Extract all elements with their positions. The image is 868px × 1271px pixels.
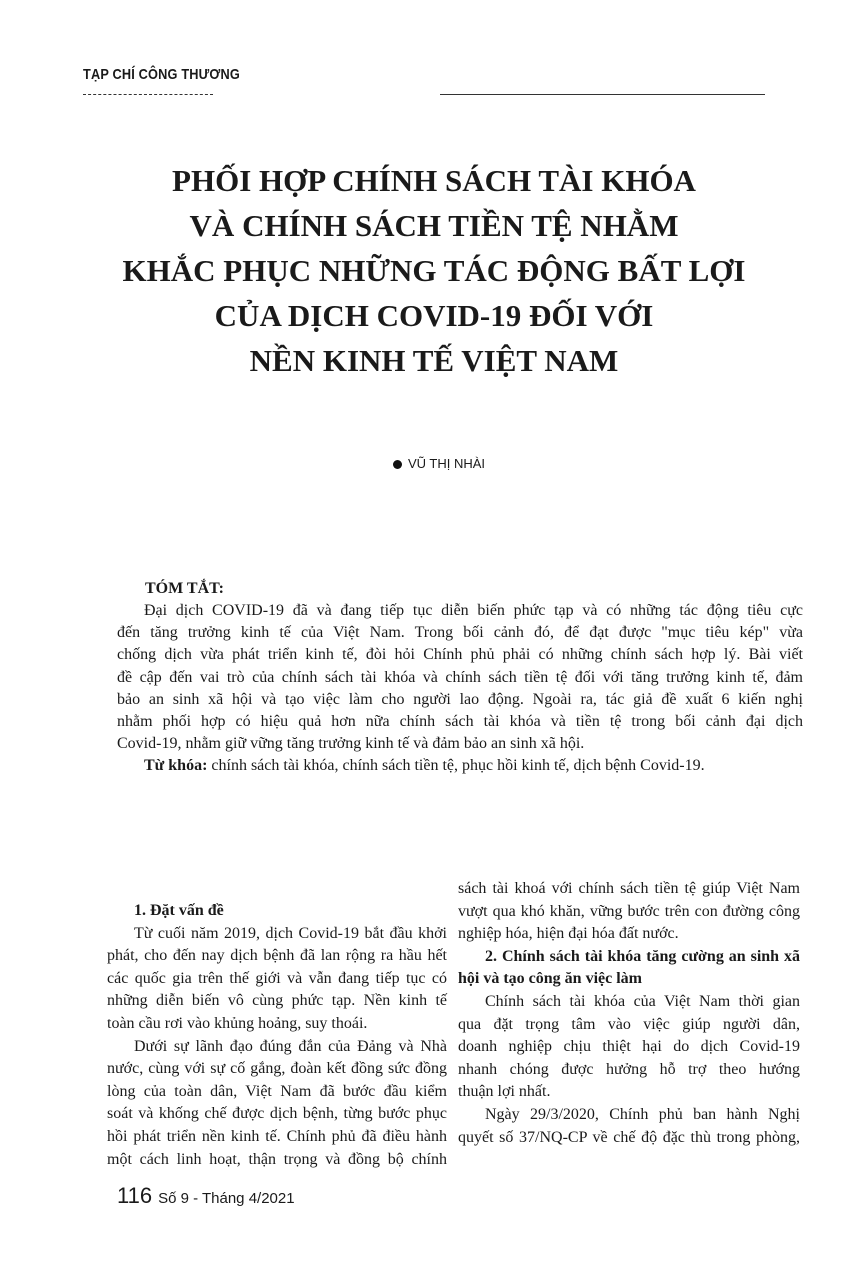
body-line: Dưới sự lãnh đạo đúng đắn của Đảng và Nhà	[134, 1037, 447, 1055]
body-line: vượt qua khó khăn, vững bước trên con đường công	[458, 902, 800, 920]
abstract-line: Covid-19, nhằm giữ vững tăng trưởng kinh tế và đảm bảo an sinh xã hội.	[117, 735, 585, 753]
title-line: NỀN KINH TẾ VIỆT NAM	[249, 343, 619, 378]
body-line: nhanh chóng được hưởng hỗ trợ theo hướng	[458, 1060, 800, 1078]
abstract-heading: TÓM TẮT:	[145, 580, 224, 597]
body-line: hồi phát triển nền kinh tế. Chính phủ đã điều hành	[107, 1127, 447, 1145]
title-line: KHẮC PHỤC NHỮNG TÁC ĐỘNG BẤT LỢI	[122, 253, 746, 288]
body-line: lòng của toàn dân, Việt Nam đã bước đầu kiểm	[107, 1082, 447, 1100]
right-column	[458, 878, 800, 1149]
keywords	[117, 755, 803, 777]
body-line: soát và khống chế được dịch bệnh, từng bước phục	[107, 1105, 447, 1123]
journal-name: TẠP CHÍ CÔNG THƯƠNG	[83, 66, 240, 83]
body-line: Chính sách tài khóa của Việt Nam thời gian	[485, 992, 800, 1010]
body-line: nước, cùng với sự cố gắng, đoàn kết đồng sức đồng	[107, 1060, 447, 1078]
abstract-line: đến tăng trưởng kinh tế của Việt Nam. Trong bối cảnh đó, để đạt được "mục tiêu kép" vừa	[117, 624, 803, 642]
body-line: quyết số 37/NQ-CP về chế độ đặc thù trong phòng,	[458, 1128, 800, 1146]
abstract-line: đề cập đến vai trò của chính sách tài khóa và chính sách tiền tệ đối với tăng trưởng kinh tế, đảm	[117, 668, 803, 686]
page-footer	[117, 1183, 295, 1209]
abstract-line: bảo an sinh xã hội và tạo việc làm cho người lao động. Ngoài ra, tác giả đề xuất 6 kiến nghị	[117, 690, 803, 708]
section-heading: hội và tạo công ăn việc làm	[458, 970, 642, 988]
body-line: các quốc gia trên thế giới và vẫn đang tiếp tục có	[107, 969, 447, 987]
abstract-line: Đại dịch COVID-19 đã và đang tiếp tục diễn biến phức tạp và có những tác động tiêu cực	[144, 602, 803, 619]
header-rule-right	[440, 94, 765, 95]
body-line: phát, cho đến nay dịch bệnh đã lan rộng ra hầu hết	[107, 947, 447, 965]
body-line: toàn cầu rơi vào khủng hoảng, suy thoái.	[107, 1014, 368, 1032]
author-name: VŨ THỊ NHÀI	[408, 456, 486, 471]
body-line: những diễn biến vô cùng phức tạp. Nền kinh tế	[107, 992, 447, 1010]
left-column	[107, 900, 447, 1171]
article-title	[0, 158, 868, 383]
title-line: PHỐI HỢP CHÍNH SÁCH TÀI KHÓA	[172, 163, 696, 198]
body-line: doanh nghiệp chịu thiệt hại do dịch Covid-19	[458, 1038, 800, 1056]
section-heading: 2. Chính sách tài khóa tăng cường an sinh xã	[485, 947, 800, 965]
body-line: một cách linh hoạt, thận trọng và đồng bộ chính	[107, 1150, 447, 1168]
header-rule-left	[83, 94, 213, 95]
body-line: Từ cuối năm 2019, dịch Covid-19 bắt đầu khởi	[134, 924, 447, 942]
keywords-text: chính sách tài khóa, chính sách tiền tệ, phục hồi kinh tế, dịch bệnh Covid-19.	[207, 757, 705, 775]
body-line: sách tài khoá với chính sách tiền tệ giúp Việt Nam	[458, 880, 800, 897]
body-line: Ngày 29/3/2020, Chính phủ ban hành Nghị	[485, 1105, 800, 1123]
abstract-line: chống dịch vừa phát triển kinh tế, đòi hỏi Chính phủ phải có những chính sách hợp lý. Bài viết	[117, 646, 803, 664]
author	[393, 456, 485, 471]
body-line: nghiệp hóa, hiện đại hóa đất nước.	[458, 925, 679, 943]
issue-info: Số 9 - Tháng 4/2021	[158, 1190, 295, 1207]
bullet-icon	[393, 460, 402, 469]
title-line: VÀ CHÍNH SÁCH TIỀN TỆ NHẰM	[189, 208, 679, 243]
abstract	[117, 600, 803, 778]
body-line: thuận lợi nhất.	[458, 1083, 551, 1101]
keywords-label: Từ khóa:	[144, 757, 208, 775]
title-line: CỦA DỊCH COVID-19 ĐỐI VỚI	[214, 298, 654, 333]
abstract-line: nhằm phối hợp có hiệu quả hơn nữa chính sách tài khóa và tiền tệ trong bối cảnh đại dịch	[117, 712, 803, 730]
body-line: qua đặt trọng tâm vào việc giúp người dân,	[458, 1015, 800, 1033]
section-heading: 1. Đặt vấn đề	[134, 902, 224, 919]
page-number: 116	[117, 1183, 153, 1208]
